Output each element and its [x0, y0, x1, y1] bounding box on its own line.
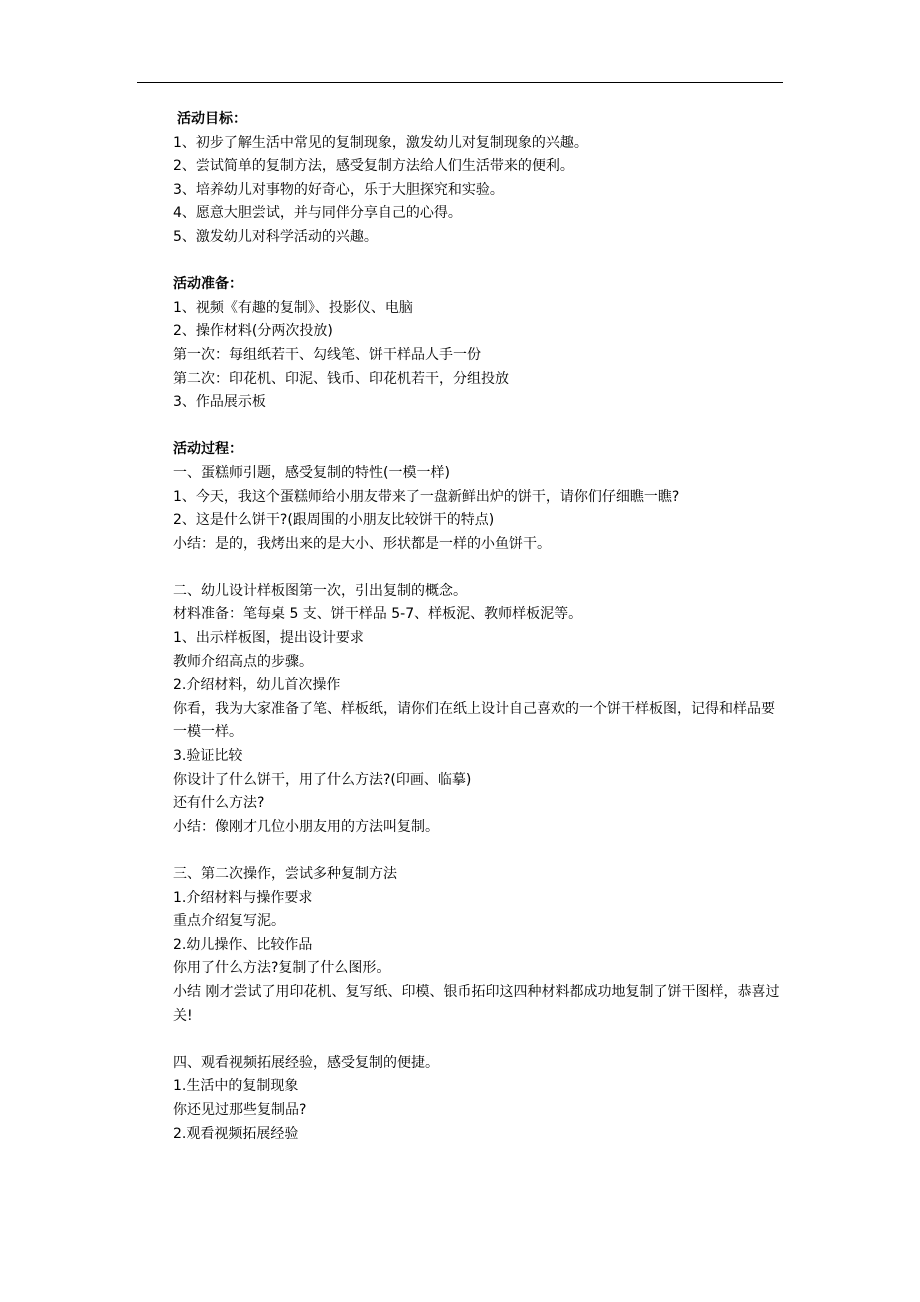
goals-item-4: 4、愿意大胆尝试，并与同伴分享自己的心得。	[173, 205, 462, 222]
process-part2-rest-2: 你设计了什么饼干，用了什么方法?(印画、临摹)	[173, 771, 472, 788]
process-part3-line-2: 1.介绍材料与操作要求	[173, 889, 313, 906]
goals-heading: 活动目标：	[177, 111, 247, 127]
prep-heading: 活动准备：	[173, 276, 243, 293]
process-part2-rest-1: 3.验证比较	[173, 748, 243, 765]
process-part2-line-4: 教师介绍高点的步骤。	[173, 653, 313, 670]
header-rule	[137, 82, 783, 83]
process-part4-line-1: 四、观看视频拓展经验，感受复制的便捷。	[173, 1054, 439, 1071]
process-part3-line-4: 2.幼儿操作、比较作品	[173, 936, 313, 953]
spacer	[173, 556, 785, 580]
process-part3-line-3: 重点介绍复写泥。	[173, 913, 285, 930]
process-part2-rest-3: 还有什么方法?	[173, 795, 265, 812]
spacer	[173, 1028, 785, 1052]
process-part1-line-3: 2、这是什么饼干?(跟周围的小朋友比较饼干的特点)	[173, 512, 495, 529]
process-part3-paragraph-text: 小结 刚才尝试了用印花机、复写纸、印模、银币拓印这四种材料都成功地复制了饼干图样，恭喜过关!	[173, 983, 780, 1024]
spacer	[173, 250, 785, 274]
goals-item-5: 5、激发幼儿对科学活动的兴趣。	[173, 228, 378, 245]
process-part1-line-1: 一、蛋糕师引题，感受复制的特性(一模一样)	[173, 464, 450, 481]
prep-item-3: 第一次：每组纸若干、勾线笔、饼干样品人手一份	[173, 346, 481, 363]
goals-item-1: 1、初步了解生活中常见的复制现象，激发幼儿对复制现象的兴趣。	[173, 134, 588, 151]
process-part3-line-1: 三、第二次操作，尝试多种复制方法	[173, 866, 397, 882]
process-part1-line-2: 1、今天，我这个蛋糕师给小朋友带来了一盘新鲜出炉的饼干，请你们仔细瞧一瞧?	[173, 488, 680, 505]
prep-item-5: 3、作品展示板	[173, 394, 266, 411]
spacer	[173, 415, 785, 439]
process-part2-paragraph-text: 你看，我为大家准备了笔、样板纸，请你们在纸上设计自己喜欢的一个饼干样板图，记得和样品要一模一样。	[173, 700, 775, 741]
prep-item-2: 2、操作材料(分两次投放)	[173, 323, 333, 340]
process-part3-line-5: 你用了什么方法?复制了什么图形。	[173, 960, 391, 977]
process-heading: 活动过程：	[173, 441, 243, 458]
process-part4-line-4: 2.观看视频拓展经验	[173, 1125, 299, 1142]
goals-item-3: 3、培养幼儿对事物的好奇心，乐于大胆探究和实验。	[173, 181, 504, 198]
process-part2-line-5: 2.介绍材料，幼儿首次操作	[173, 677, 341, 694]
process-part3-paragraph	[173, 981, 785, 1028]
spacer	[173, 839, 785, 863]
process-part2-line-3: 1、出示样板图，提出设计要求	[173, 630, 364, 647]
process-part4-line-2: 1.生活中的复制现象	[173, 1078, 299, 1095]
goals-item-2: 2、尝试简单的复制方法，感受复制方法给人们生活带来的便利。	[173, 158, 574, 175]
process-part1-line-4: 小结：是的，我烤出来的是大小、形状都是一样的小鱼饼干。	[173, 535, 551, 552]
prep-item-1: 1、视频《有趣的复制》、投影仪、电脑	[173, 299, 413, 316]
process-part2-line-2: 材料准备：笔每桌 5 支、饼干样品 5-7、样板泥、教师样板泥等。	[173, 606, 583, 623]
process-part2-rest-4: 小结：像刚才几位小朋友用的方法叫复制。	[173, 818, 439, 835]
process-part4-line-3: 你还见过那些复制品?	[173, 1101, 307, 1118]
process-part2-line-1: 二、幼儿设计样板图第一次，引出复制的概念。	[173, 582, 467, 599]
process-part2-paragraph	[173, 698, 785, 745]
prep-item-4: 第二次：印花机、印泥、钱币、印花机若干，分组投放	[173, 370, 509, 387]
document-body	[173, 108, 785, 1146]
